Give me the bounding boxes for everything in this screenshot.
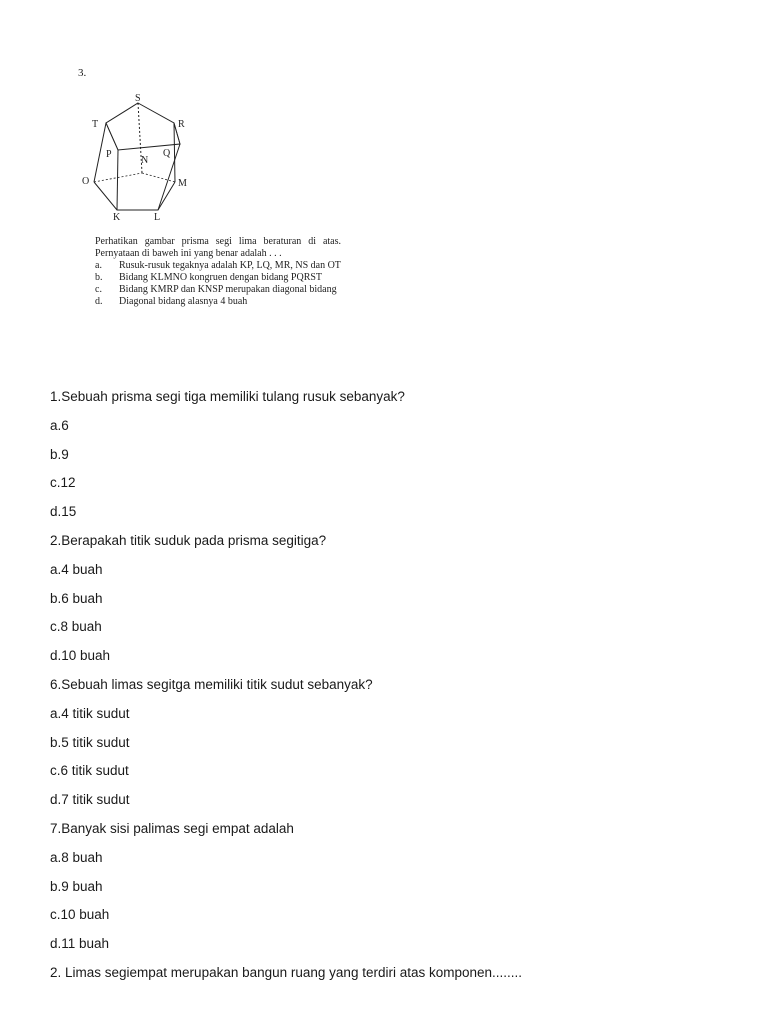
vertex-label-q: Q	[163, 148, 171, 159]
question-1: 1.Sebuah prisma segi tiga memiliki tulang rusuk sebanyak?	[50, 389, 405, 404]
question-3-text	[95, 236, 341, 308]
question-3-number: 3.	[78, 67, 87, 79]
question-7-option-b: b.9 buah	[50, 878, 103, 894]
question-3-stem: Perhatikan gambar prisma segi lima beraturan di atas. Pernyataan di baweh ini yang benar adalah . . .	[95, 236, 341, 259]
vertex-label-p: P	[106, 149, 112, 160]
question-1-option-b: b.9	[50, 446, 69, 462]
option-letter: a.	[95, 260, 102, 271]
question-2-option-c: c.8 buah	[50, 619, 102, 635]
question-3-option-c	[95, 284, 341, 296]
question-7: 7.Banyak sisi palimas segi empat adalah	[50, 820, 294, 836]
question-3-option-a	[95, 260, 341, 272]
question-6-option-c: c.6 titik sudut	[50, 763, 129, 779]
question-2-option-b: b.6 buah	[50, 590, 103, 606]
question-6-option-a: a.4 titik sudut	[50, 705, 130, 721]
option-letter: d.	[95, 296, 103, 307]
question-3-option-b	[95, 272, 341, 284]
question-2: 2.Berapakah titik suduk pada prisma segitiga?	[50, 532, 327, 548]
question-6: 6.Sebuah limas segitga memiliki titik sudut sebanyak?	[50, 676, 373, 692]
vertex-label-l: L	[154, 212, 161, 223]
question-3-option-d	[95, 296, 341, 308]
question-1-option-a: a.6	[50, 417, 69, 433]
question-7-option-a: a.8 buah	[50, 849, 103, 865]
question-2-option-a: a.4 buah	[50, 561, 103, 577]
option-text: Bidang KMRP dan KNSP merupakan diagonal bidang	[119, 284, 337, 295]
vertex-label-n: N	[141, 155, 149, 166]
vertex-label-s: S	[135, 93, 141, 104]
prism-diagram	[80, 90, 200, 225]
question-2-limas: 2. Limas segiempat merupakan bangun ruang yang terdiri atas komponen........	[50, 964, 523, 980]
vertex-label-t: T	[92, 119, 99, 130]
question-7-option-c: c.10 buah	[50, 907, 110, 923]
option-text: Diagonal bidang alasnya 4 buah	[119, 296, 248, 307]
question-6-option-b: b.5 titik sudut	[50, 734, 130, 750]
question-2-option-d: d.10 buah	[50, 648, 111, 664]
vertex-label-k: K	[113, 212, 121, 223]
question-7-option-d: d.11 buah	[50, 936, 110, 952]
question-1-option-d: d.15	[50, 504, 77, 520]
question-6-option-d: d.7 titik sudut	[50, 792, 130, 808]
vertex-label-r: R	[178, 119, 185, 130]
option-letter: c.	[95, 284, 102, 295]
vertex-label-m: M	[178, 178, 187, 189]
option-letter: b.	[95, 272, 103, 283]
option-text: Bidang KLMNO kongruen dengan bidang PQRST	[119, 272, 323, 283]
pentagonal-prism-figure	[80, 90, 200, 225]
question-1-option-c: c.12	[50, 475, 76, 491]
vertex-label-o: O	[82, 176, 90, 187]
option-text: Rusuk-rusuk tegaknya adalah KP, LQ, MR, NS dan OT	[119, 260, 341, 271]
question-list	[50, 386, 750, 991]
